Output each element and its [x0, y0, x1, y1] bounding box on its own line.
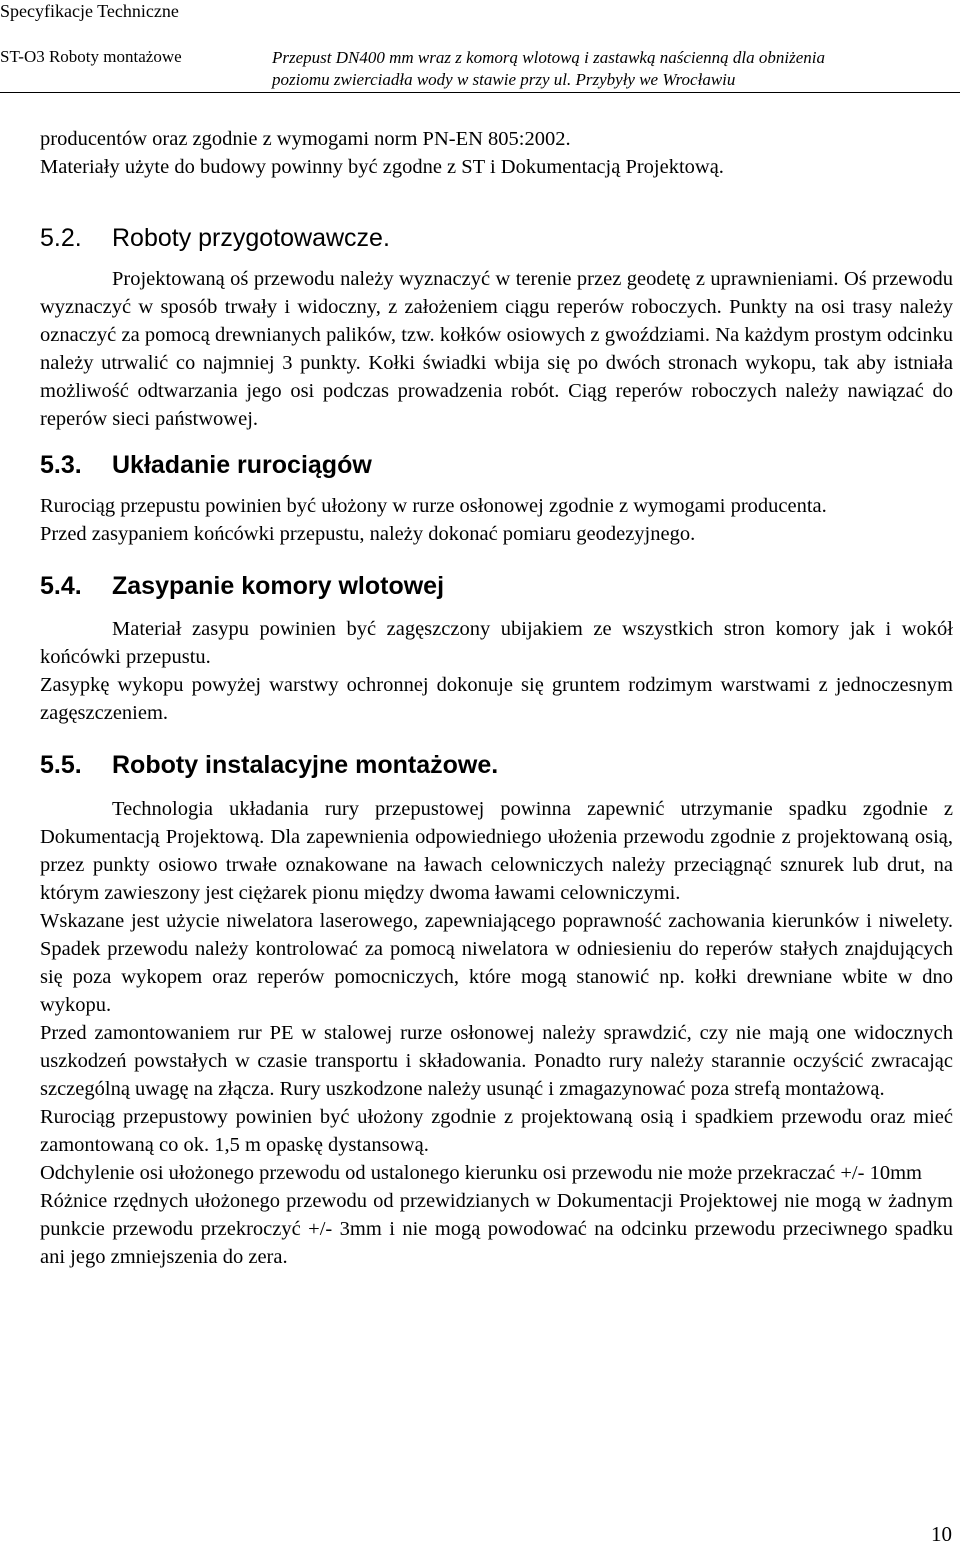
section-5-5-paragraph-3: Przed zamontowaniem rur PE w stalowej rurze osłonowej należy sprawdzić, czy nie mają one widocznych uszkodzeń powstałych w czasie transportu i składowania. Ponadto rury należy starannie oczyścić zwracając szczególną uwagę na złącza. Rury uszkodzone należy usunąć i zmagazynować poza strefą montażową. [40, 1022, 953, 1100]
project-title [272, 47, 960, 91]
document-body [40, 125, 953, 1271]
spec-code: ST-O3 Roboty montażowe [0, 47, 182, 66]
section-title: Roboty przygotowawcze. [112, 224, 390, 252]
header-title: Specyfikacje Techniczne [0, 1, 179, 21]
section-title: Układanie rurociągów [112, 451, 372, 479]
section-5-2-heading [40, 223, 953, 253]
intro-paragraph-2: Materiały użyte do budowy powinny być zgodne z ST i Dokumentacją Projektową. [40, 156, 724, 178]
section-5-5-paragraph-1: Technologia układania rury przepustowej powinna zapewnić utrzymanie spadku zgodnie z Dokumentacją Projektową. Dla zapewnienia odpowiedniego ułożenia przewodu zgodnie z projektowaną osią, przez punkty osiowo trwałe oznakowane na ławach celowniczych należy przeciągnąć sznurek lub drut, na którym zawieszony jest ciężarek pionu między dwoma ławami celowniczymi. [40, 798, 953, 904]
project-title-line-1: Przepust DN400 mm wraz z komorą wlotową i zastawką naścienną dla obniżenia [272, 48, 825, 67]
section-5-4-heading [40, 571, 953, 601]
section-5-3-heading [40, 450, 953, 480]
section-5-5-paragraph-2: Wskazane jest użycie niwelatora laserowego, zapewniającego poprawność zachowania kierunków i niwelety. Spadek przewodu należy kontrolować za pomocą niwelatora w odniesieniu do reperów stałych znajdujących się poza wykopem oraz reperów pomocniczych, które mogą stanowić np. kołki drewniane wbite w dno wykopu. [40, 910, 953, 1016]
section-number: 5.4. [40, 572, 82, 600]
section-5-4-paragraph-2: Zasypkę wykopu powyżej warstwy ochronnej dokonuje się gruntem rodzimym warstwami z jednoczesnym zagęszczeniem. [40, 674, 953, 724]
section-5-3-paragraph-2: Przed zasypaniem końcówki przepustu, należy dokonać pomiaru geodezyjnego. [40, 523, 696, 545]
section-5-4-paragraph-1: Materiał zasypu powinien być zagęszczony ubijakiem ze wszystkich stron komory jak i wokół końcówki przepustu. [40, 618, 953, 668]
intro-paragraph-1: producentów oraz zgodnie z wymogami norm PN-EN 805:2002. [40, 128, 571, 150]
section-number: 5.5. [40, 751, 82, 779]
section-5-5-paragraph-6: Różnice rzędnych ułożonego przewodu od przewidzianych w Dokumentacji Projektowej nie mogą w żadnym punkcie przewodu przekroczyć +/- 3mm i nie mogą powodować na odcinku przewodu przeciwnego spadku ani jego zmniejszenia do zera. [40, 1190, 953, 1268]
section-number: 5.3. [40, 451, 82, 479]
section-5-5-heading [40, 750, 953, 780]
section-5-3-paragraph-1: Rurociąg przepustu powinien być ułożony w rurze osłonowej zgodnie z wymogami producenta. [40, 495, 827, 517]
section-5-5-paragraph-5: Odchylenie osi ułożonego przewodu od ustalonego kierunku osi przewodu nie może przekraczać +/- 10mm [40, 1162, 922, 1184]
project-title-line-2: poziomu zwierciadła wody w stawie przy ul. Przybyły we Wrocławiu [272, 70, 736, 89]
section-title: Zasypanie komory wlotowej [112, 572, 445, 600]
section-5-2-paragraph-1: Projektowaną oś przewodu należy wyznaczyć w terenie przez geodetę z uprawnieniami. Oś przewodu wyznaczyć w sposób trwały i widoczny, z założeniem ciągu reperów roboczych. Punkty na osi trasy należy oznaczyć za pomocą drewnianych palików, tzw. kołków osiowych z gwoździami. Na każdym prostym odcinku należy utrwalić co najmniej 3 punkty. Kołki świadki wbija się po dwóch stronach wykopu, tak aby istniała możliwość odtwarzania jego osi podczas prowadzenia robót. Ciąg reperów roboczych należy nawiązać do reperów sieci państwowej. [40, 268, 953, 430]
section-5-5-paragraph-4: Rurociąg przepustowy powinien być ułożony zgodnie z projektowaną osią i spadkiem przewodu oraz mieć zamontowaną co ok. 1,5 m opaskę dystansową. [40, 1106, 953, 1156]
section-number: 5.2. [40, 224, 82, 252]
section-title: Roboty instalacyjne montażowe. [112, 751, 499, 779]
header-divider [0, 92, 960, 93]
page-number: 10 [931, 1522, 952, 1546]
